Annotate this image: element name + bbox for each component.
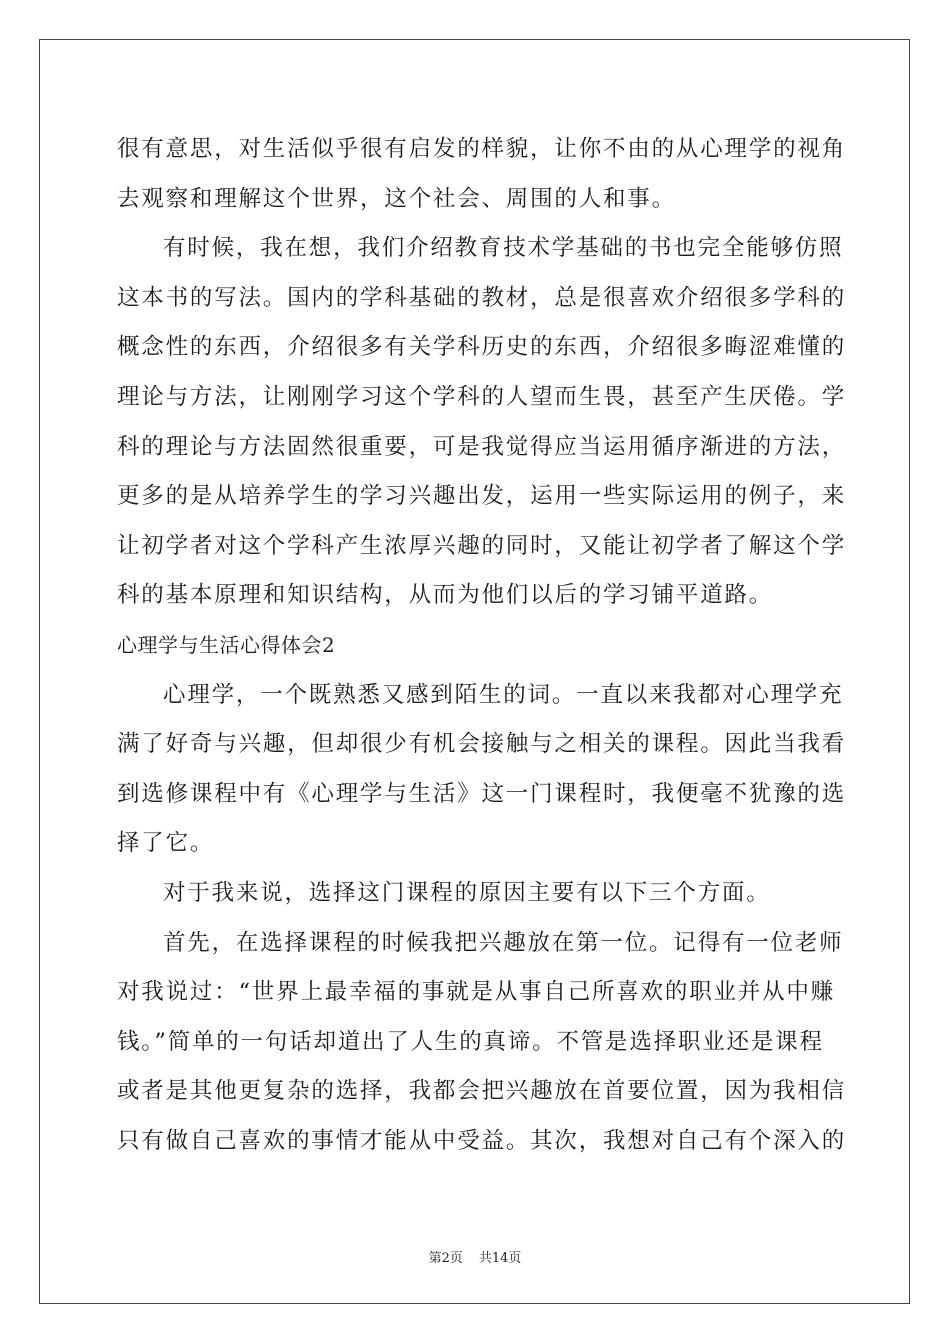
text-line: 去观察和理解这个世界，这个社会、周围的人和事。 bbox=[117, 185, 676, 212]
page-total: 共14页 bbox=[478, 1251, 522, 1266]
text-line: 心理学，一个既熟悉又感到陌生的词。一直以来我都对心理学充 bbox=[163, 681, 844, 708]
text-line: 对我说过：“世界上最幸福的事就是从事自己所喜欢的职业并从中赚 bbox=[117, 979, 836, 1006]
text-line: 科的理论与方法固然很重要，可是我觉得应当运用循序渐进的方法， bbox=[117, 433, 847, 460]
text-line: 满了好奇与兴趣，但却很少有机会接触与之相关的课程。因此当我看 bbox=[117, 731, 847, 758]
text-line: 这本书的写法。国内的学科基础的教材，总是很喜欢介绍很多学科的 bbox=[117, 284, 847, 311]
text-line: 科的基本原理和知识结构，从而为他们以后的学习铺平道路。 bbox=[117, 582, 774, 609]
document-body bbox=[117, 125, 847, 1166]
page-footer bbox=[0, 1247, 950, 1266]
text-line: 或者是其他更复杂的选择，我都会把兴趣放在首要位置，因为我相信 bbox=[117, 1078, 847, 1105]
section-heading: 心理学与生活心得体会2 bbox=[117, 632, 336, 657]
text-line: 对于我来说，选择这门课程的原因主要有以下三个方面。 bbox=[163, 879, 771, 906]
text-line: 概念性的东西，介绍很多有关学科历史的东西，介绍很多晦涩难懂的 bbox=[117, 334, 847, 361]
text-line: 只有做自己喜欢的事情才能从中受益。其次，我想对自己有个深入的 bbox=[117, 1127, 847, 1154]
page-number: 第2页 bbox=[428, 1251, 463, 1266]
text-line: 让初学者对这个学科产生浓厚兴趣的同时，又能让初学者了解这个学 bbox=[117, 532, 847, 559]
text-line: 钱。”简单的一句话却道出了人生的真谛。不管是选择职业还是课程 bbox=[117, 1028, 824, 1055]
text-line: 理论与方法，让刚刚学习这个学科的人望而生畏，甚至产生厌倦。学 bbox=[117, 383, 847, 410]
text-line: 到选修课程中有《心理学与生活》这一门课程时，我便毫不犹豫的选 bbox=[117, 780, 847, 807]
text-line: 很有意思，对生活似乎很有启发的样貌，让你不由的从心理学的视角 bbox=[117, 136, 847, 162]
text-line: 更多的是从培养学生的学习兴趣出发，运用一些实际运用的例子，来 bbox=[117, 483, 847, 510]
text-line: 有时候，我在想，我们介绍教育技术学基础的书也完全能够仿照 bbox=[163, 235, 844, 262]
text-line: 首先，在选择课程的时候我把兴趣放在第一位。记得有一位老师 bbox=[163, 929, 844, 956]
text-line: 择了它。 bbox=[117, 830, 215, 857]
